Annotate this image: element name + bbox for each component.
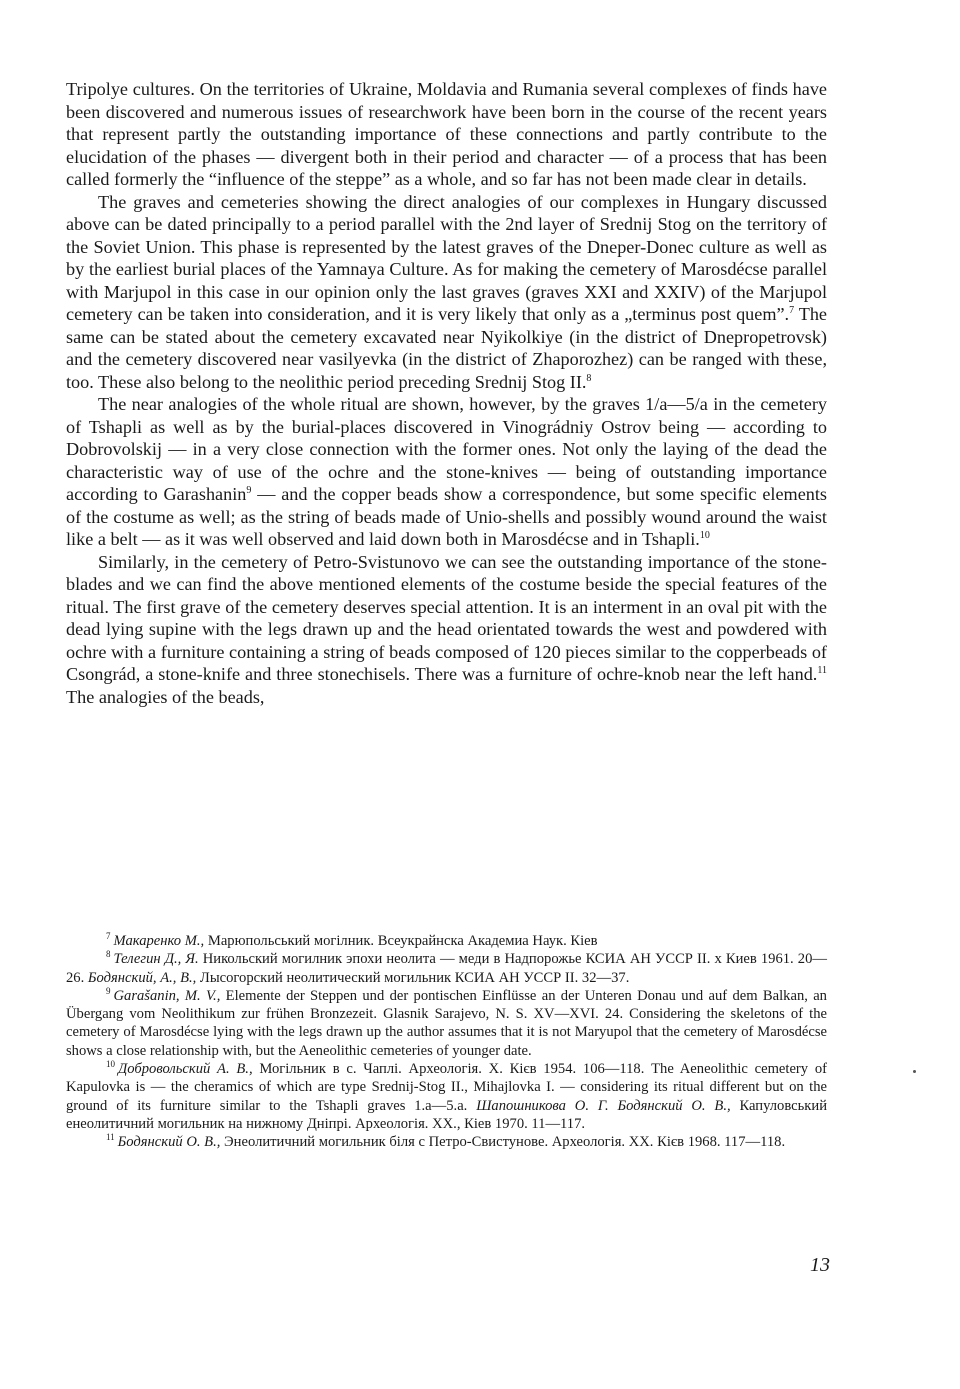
scan-speck — [913, 1070, 916, 1073]
footnote-ref: 8 — [586, 372, 592, 384]
text-run: The graves and cemeteries showing the direct analogies of our complexes in Hungary discussed above can be dated principally to a period parallel with the 2nd layer of Srednij Stog on the territory of the Soviet Union. This phase is represented by the latest graves of the Dneper-Donec culture as well as by the earliest burial places of the Yamnaya Culture. As for making the cemetery of Marosdécse parallel with Marjupol in this case in our opinion only the last graves (graves XXI and XXIV) of the Marjupol cemetery can be taken into consideration, and it is very likely that only as a „terminus post quem”. — [66, 191, 827, 324]
text-run: Tripolye cultures. On the territories of Ukraine, Moldavia and Rumania several complexes of finds have been discovered and numerous issues of researchwork have been born in the course of the recent years that represent partly the outstanding importance of these connections and partly contribute to the elucidation of the phases — divergent both in their period and character — of a process that has been called formerly the “influence of the steppe” as a whole, and so far has not been made clear in details. — [66, 79, 827, 189]
citation-author: Бодянский, А., В., — [87, 969, 197, 986]
footnote-number: 9 — [106, 986, 111, 997]
text-run: — and the copper beads show a correspondence, but some specific elements of the costume as well; as the string of beads made of Unio-shells and possibly wound around the waist like a belt — as it was well observed and laid down both in Marosdécse and in Tshapli. — [66, 484, 827, 549]
footnote — [66, 932, 827, 950]
footnote-number: 11 — [106, 1132, 115, 1143]
text-run: Капуловський енеолитичний могильник на нижному Днiпрi. Археологiя. ХХ., Кiев 1970. 11—117. — [66, 1097, 828, 1132]
footnote-ref: 11 — [817, 664, 827, 676]
footnote — [66, 1133, 827, 1151]
text-run: Никольский могилник эпохи неолита — меди в Надпорожье КСИА АН УССР II. х Киев 1961. 20—26. — [66, 951, 827, 986]
citation-author: Garašanin, M. V., — [113, 987, 221, 1004]
paragraph — [66, 78, 827, 191]
text-run: The same can be stated about the cemetery excavated near Nyikolkiye (in the district of Dnepropetrovsk) and the cemetery discovered near vasilyevka (in the district of Zhaporozhez) can be ranged with these, too. These also belong to the neolithic period preceding Srednij Stog II. — [66, 304, 827, 392]
footnote — [66, 1060, 827, 1133]
footnote-ref: 7 — [789, 304, 795, 316]
footnote-ref: 9 — [246, 484, 252, 496]
footnote-number: 8 — [106, 949, 111, 960]
citation-author: Бодянский О. В., — [117, 1134, 221, 1151]
body-text — [66, 78, 827, 708]
footnote — [66, 950, 827, 987]
footnotes — [66, 932, 827, 1152]
text-run: Марюпольський могiлник. Всеукрайнска Академиа Наук. Кiев — [204, 933, 598, 949]
footnote-number: 10 — [106, 1059, 115, 1070]
text-run: The near analogies of the whole ritual are shown, however, by the graves 1/a—5/a in the cemetery of Tshapli as well as by the burial-places discovered in Vinográdniy Ostrov being — according to Dobrovolskij — in a very close connection with the former ones. Not only the laying of the dead the characteristic way of use of the ochre and the stone-knives — being of outstanding importance according to Garashanin — [66, 394, 827, 504]
citation-author: Добровольский А. В., — [118, 1061, 253, 1078]
footnote — [66, 987, 827, 1060]
text-run: The analogies of the beads, — [66, 686, 265, 707]
text-run: Elemente der Steppen und der pontischen Einflüsse an der Unteren Donau und auf dem Balkan, an Übergang vom Neolithikum zur frühen Bronzezeit. Glasnik Sarajevo, N. S. XV—XVI. 24. Considering the skeletons of the cemetery of Marosdécse lying with the legs drawn up the author assumes that it is not Maryupol that the cemetery of Marosdécse shows a close relationship with, but the Aeneolithic cemeteries of younger date. — [66, 987, 827, 1059]
citation-author: Телегин Д., Я. — [113, 951, 199, 968]
footnote-ref: 10 — [699, 529, 710, 541]
citation-author: Макаренко М., — [113, 933, 205, 949]
paragraph — [66, 191, 827, 394]
text-run: Similarly, in the cemetery of Petro-Svistunovo we can see the outstanding importance of the stone-blades and we can find the above mentioned elements of the costume beside the special features of the ritual. The first grave of the cemetery deserves special attention. It is an interment in an oval pit with the dead lying supine with the legs drawn up and the head orientated towards the west and powdered with ochre with a furniture containing a string of beads composed of 120 pieces similar to the copperbeads of Csongrád, a stone-knife and three stonechisels. There was a furniture of ochre-knob near the left hand. — [66, 551, 827, 684]
citation-author: Шапошникова О. Г. Бодянский О. В., — [476, 1097, 731, 1114]
text-run: Могiльник в с. Чаплi. Археологiя. Х. Кiєв 1954. 106—118. The Aeneolithic cemetery of Kapulovka is — the cheramics of which are type Srednij-Stog II., Mihajlovka I. — considering its ritual different but on the ground of its furniture similar to the Tshapli graves 1.a—5.a. — [66, 1061, 827, 1114]
text-run: Энеолитичний могильник бiля с Петро-Свистунове. Археологiя. ХХ. Кiєв 1968. 117—118. — [220, 1134, 786, 1151]
footnote-number: 7 — [106, 931, 111, 942]
paragraph — [66, 393, 827, 551]
paragraph — [66, 551, 827, 709]
text-run: Лысогорский неолитический могильник КСИА АН УССР II. 32—37. — [196, 969, 630, 986]
page-number: 13 — [810, 1254, 830, 1276]
